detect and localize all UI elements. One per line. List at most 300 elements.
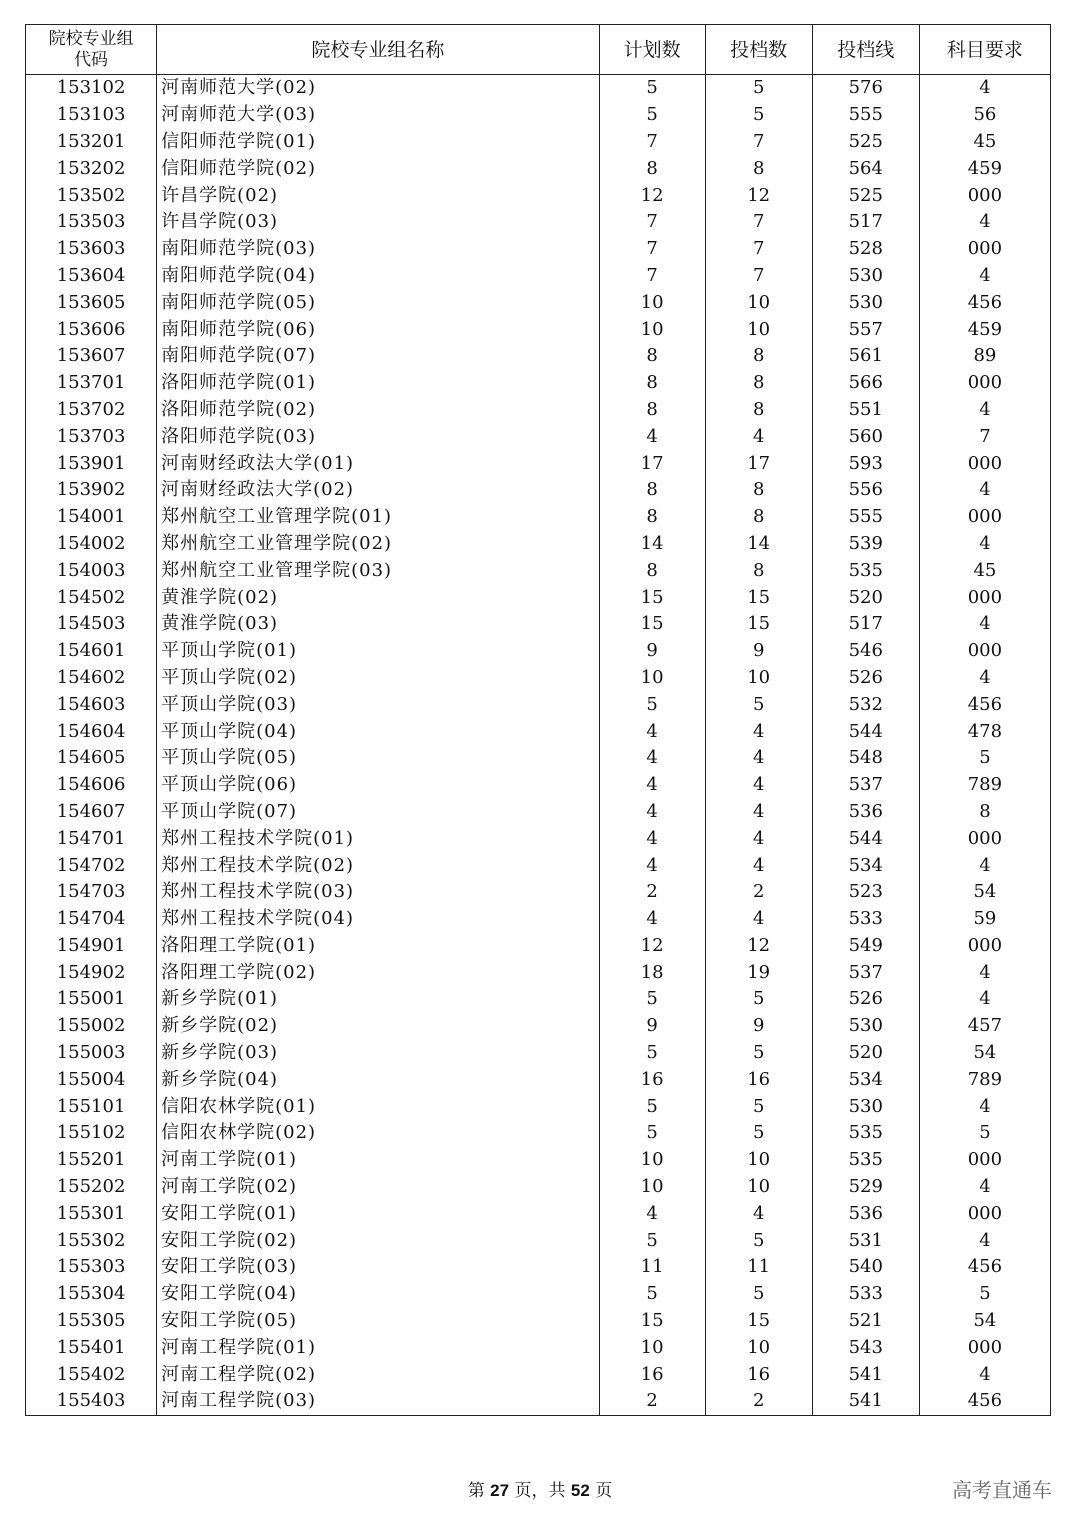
cell-subjects: 4 (919, 477, 1050, 504)
cell-line: 535 (812, 557, 919, 584)
cell-code: 155403 (26, 1388, 157, 1415)
cell-subjects: 4 (919, 986, 1050, 1013)
cell-line: 566 (812, 370, 919, 397)
cell-name: 许昌学院(03) (157, 209, 599, 236)
cell-subjects: 5 (919, 745, 1050, 772)
cell-code: 155402 (26, 1361, 157, 1388)
cell-subjects: 4 (919, 852, 1050, 879)
cell-subjects: 54 (919, 879, 1050, 906)
cell-plan: 8 (599, 477, 705, 504)
cell-code: 154901 (26, 933, 157, 960)
cell-subjects: 4 (919, 397, 1050, 424)
cell-admitted: 8 (705, 557, 812, 584)
table-row (26, 531, 1051, 558)
table-row (26, 745, 1051, 772)
cell-name: 南阳师范学院(03) (157, 236, 599, 263)
cell-subjects: 457 (919, 1013, 1050, 1040)
cell-line: 543 (812, 1334, 919, 1361)
cell-name: 洛阳师范学院(03) (157, 423, 599, 450)
cell-code: 154502 (26, 584, 157, 611)
table-row (26, 1200, 1051, 1227)
cell-code: 154001 (26, 504, 157, 531)
cell-code: 154703 (26, 879, 157, 906)
page-footer (0, 1476, 1080, 1501)
cell-line: 551 (812, 397, 919, 424)
cell-admitted: 5 (705, 102, 812, 129)
cell-subjects: 478 (919, 718, 1050, 745)
cell-subjects: 456 (919, 1388, 1050, 1415)
cell-plan: 4 (599, 745, 705, 772)
table-row (26, 129, 1051, 156)
cell-plan: 5 (599, 691, 705, 718)
cell-subjects: 8 (919, 799, 1050, 826)
cell-plan: 8 (599, 397, 705, 424)
admission-table (25, 24, 1051, 1416)
cell-line: 526 (812, 986, 919, 1013)
cell-subjects: 459 (919, 155, 1050, 182)
cell-plan: 9 (599, 638, 705, 665)
cell-line: 593 (812, 450, 919, 477)
header-code (26, 25, 157, 75)
cell-name: 安阳工学院(03) (157, 1254, 599, 1281)
cell-admitted: 4 (705, 852, 812, 879)
cell-code: 154702 (26, 852, 157, 879)
cell-name: 平顶山学院(03) (157, 691, 599, 718)
cell-plan: 5 (599, 986, 705, 1013)
cell-line: 546 (812, 638, 919, 665)
cell-name: 新乡学院(01) (157, 986, 599, 1013)
table-row (26, 1227, 1051, 1254)
cell-subjects: 4 (919, 531, 1050, 558)
cell-code: 154607 (26, 799, 157, 826)
cell-admitted: 5 (705, 1227, 812, 1254)
cell-name: 信阳师范学院(02) (157, 155, 599, 182)
cell-subjects: 000 (919, 584, 1050, 611)
cell-subjects: 4 (919, 209, 1050, 236)
table-row (26, 906, 1051, 933)
cell-name: 河南工程学院(03) (157, 1388, 599, 1415)
cell-code: 155304 (26, 1281, 157, 1308)
cell-admitted: 4 (705, 1200, 812, 1227)
cell-plan: 14 (599, 531, 705, 558)
cell-code: 155004 (26, 1066, 157, 1093)
cell-line: 540 (812, 1254, 919, 1281)
cell-plan: 12 (599, 182, 705, 209)
cell-code: 154601 (26, 638, 157, 665)
cell-plan: 16 (599, 1066, 705, 1093)
cell-name: 安阳工学院(01) (157, 1200, 599, 1227)
header-line: 投档线 (812, 25, 919, 75)
cell-code: 154605 (26, 745, 157, 772)
cell-name: 平顶山学院(07) (157, 799, 599, 826)
cell-admitted: 10 (705, 1174, 812, 1201)
cell-admitted: 9 (705, 638, 812, 665)
cell-name: 信阳农林学院(01) (157, 1093, 599, 1120)
cell-line: 517 (812, 209, 919, 236)
cell-subjects: 456 (919, 691, 1050, 718)
cell-code: 153202 (26, 155, 157, 182)
cell-code: 153102 (26, 75, 157, 102)
cell-plan: 16 (599, 1361, 705, 1388)
cell-line: 521 (812, 1308, 919, 1335)
cell-plan: 8 (599, 504, 705, 531)
cell-line: 557 (812, 316, 919, 343)
cell-line: 528 (812, 236, 919, 263)
cell-plan: 7 (599, 263, 705, 290)
cell-name: 郑州工程技术学院(01) (157, 825, 599, 852)
cell-subjects: 4 (919, 263, 1050, 290)
table-row (26, 1308, 1051, 1335)
cell-subjects: 4 (919, 1093, 1050, 1120)
cell-line: 536 (812, 1200, 919, 1227)
table-row (26, 504, 1051, 531)
cell-admitted: 10 (705, 1334, 812, 1361)
cell-subjects: 000 (919, 1200, 1050, 1227)
cell-name: 南阳师范学院(07) (157, 343, 599, 370)
table-row (26, 102, 1051, 129)
cell-code: 155002 (26, 1013, 157, 1040)
cell-code: 154003 (26, 557, 157, 584)
cell-code: 153603 (26, 236, 157, 263)
cell-name: 河南师范大学(02) (157, 75, 599, 102)
cell-plan: 5 (599, 75, 705, 102)
cell-admitted: 4 (705, 423, 812, 450)
cell-plan: 4 (599, 799, 705, 826)
header-plan: 计划数 (599, 25, 705, 75)
cell-code: 153201 (26, 129, 157, 156)
cell-name: 平顶山学院(01) (157, 638, 599, 665)
footer-suffix: 页 (595, 1481, 613, 1501)
cell-plan: 7 (599, 209, 705, 236)
cell-admitted: 4 (705, 799, 812, 826)
cell-line: 525 (812, 182, 919, 209)
cell-code: 153901 (26, 450, 157, 477)
cell-name: 河南师范大学(03) (157, 102, 599, 129)
cell-subjects: 000 (919, 1334, 1050, 1361)
cell-plan: 4 (599, 772, 705, 799)
cell-admitted: 4 (705, 906, 812, 933)
cell-code: 154602 (26, 665, 157, 692)
cell-admitted: 11 (705, 1254, 812, 1281)
cell-code: 155001 (26, 986, 157, 1013)
table-row (26, 1040, 1051, 1067)
cell-line: 544 (812, 825, 919, 852)
cell-admitted: 15 (705, 584, 812, 611)
table-row (26, 584, 1051, 611)
cell-name: 许昌学院(02) (157, 182, 599, 209)
cell-admitted: 14 (705, 531, 812, 558)
cell-name: 河南工程学院(01) (157, 1334, 599, 1361)
table-row (26, 1334, 1051, 1361)
cell-admitted: 5 (705, 986, 812, 1013)
table-row (26, 557, 1051, 584)
cell-name: 郑州航空工业管理学院(02) (157, 531, 599, 558)
table-row (26, 155, 1051, 182)
table-row (26, 1388, 1051, 1415)
cell-plan: 9 (599, 1013, 705, 1040)
cell-code: 155302 (26, 1227, 157, 1254)
cell-subjects: 4 (919, 611, 1050, 638)
cell-admitted: 5 (705, 691, 812, 718)
cell-name: 郑州工程技术学院(04) (157, 906, 599, 933)
footer-middle: 页，共 (514, 1481, 566, 1501)
cell-code: 154604 (26, 718, 157, 745)
cell-code: 153502 (26, 182, 157, 209)
table-row (26, 665, 1051, 692)
table-row (26, 1013, 1051, 1040)
cell-plan: 4 (599, 1200, 705, 1227)
cell-plan: 12 (599, 933, 705, 960)
cell-code: 155303 (26, 1254, 157, 1281)
cell-name: 安阳工学院(04) (157, 1281, 599, 1308)
cell-subjects: 000 (919, 370, 1050, 397)
cell-name: 郑州航空工业管理学院(01) (157, 504, 599, 531)
table-row (26, 343, 1051, 370)
cell-subjects: 000 (919, 182, 1050, 209)
cell-admitted: 2 (705, 1388, 812, 1415)
cell-admitted: 10 (705, 1147, 812, 1174)
cell-name: 黄淮学院(03) (157, 611, 599, 638)
cell-name: 南阳师范学院(06) (157, 316, 599, 343)
footer-page-number: 27 (490, 1481, 510, 1500)
cell-plan: 4 (599, 852, 705, 879)
cell-line: 535 (812, 1147, 919, 1174)
watermark: 高考直通车 (952, 1478, 1052, 1502)
table-row (26, 316, 1051, 343)
cell-line: 555 (812, 102, 919, 129)
cell-subjects: 789 (919, 1066, 1050, 1093)
cell-plan: 2 (599, 1388, 705, 1415)
cell-plan: 8 (599, 557, 705, 584)
cell-subjects: 5 (919, 1120, 1050, 1147)
table-row (26, 209, 1051, 236)
cell-admitted: 5 (705, 1040, 812, 1067)
cell-line: 537 (812, 959, 919, 986)
cell-code: 153702 (26, 397, 157, 424)
cell-code: 154002 (26, 531, 157, 558)
cell-subjects: 4 (919, 665, 1050, 692)
header-name: 院校专业组名称 (157, 25, 599, 75)
cell-name: 洛阳理工学院(02) (157, 959, 599, 986)
cell-name: 郑州航空工业管理学院(03) (157, 557, 599, 584)
cell-admitted: 7 (705, 209, 812, 236)
cell-admitted: 15 (705, 611, 812, 638)
cell-name: 洛阳理工学院(01) (157, 933, 599, 960)
table-row (26, 477, 1051, 504)
cell-subjects: 45 (919, 129, 1050, 156)
cell-code: 154701 (26, 825, 157, 852)
cell-code: 153103 (26, 102, 157, 129)
cell-plan: 4 (599, 906, 705, 933)
cell-name: 信阳农林学院(02) (157, 1120, 599, 1147)
table-row (26, 825, 1051, 852)
cell-plan: 10 (599, 289, 705, 316)
cell-line: 541 (812, 1388, 919, 1415)
cell-admitted: 15 (705, 1308, 812, 1335)
cell-line: 533 (812, 906, 919, 933)
cell-admitted: 12 (705, 933, 812, 960)
cell-admitted: 5 (705, 1281, 812, 1308)
cell-plan: 7 (599, 129, 705, 156)
cell-line: 560 (812, 423, 919, 450)
cell-line: 544 (812, 718, 919, 745)
cell-line: 533 (812, 1281, 919, 1308)
cell-plan: 18 (599, 959, 705, 986)
cell-plan: 4 (599, 423, 705, 450)
cell-name: 信阳师范学院(01) (157, 129, 599, 156)
cell-subjects: 54 (919, 1308, 1050, 1335)
cell-code: 154606 (26, 772, 157, 799)
cell-code: 154902 (26, 959, 157, 986)
table-row (26, 450, 1051, 477)
table-row (26, 423, 1051, 450)
cell-line: 536 (812, 799, 919, 826)
cell-line: 530 (812, 289, 919, 316)
cell-admitted: 4 (705, 718, 812, 745)
cell-subjects: 789 (919, 772, 1050, 799)
cell-code: 154503 (26, 611, 157, 638)
header-row (26, 25, 1051, 75)
cell-subjects: 000 (919, 825, 1050, 852)
cell-name: 平顶山学院(04) (157, 718, 599, 745)
cell-admitted: 2 (705, 879, 812, 906)
cell-subjects: 000 (919, 236, 1050, 263)
cell-name: 河南工程学院(02) (157, 1361, 599, 1388)
cell-plan: 15 (599, 611, 705, 638)
cell-name: 河南工学院(01) (157, 1147, 599, 1174)
cell-name: 平顶山学院(02) (157, 665, 599, 692)
cell-code: 155301 (26, 1200, 157, 1227)
cell-plan: 2 (599, 879, 705, 906)
table-row (26, 933, 1051, 960)
cell-name: 新乡学院(02) (157, 1013, 599, 1040)
cell-line: 530 (812, 263, 919, 290)
cell-admitted: 10 (705, 289, 812, 316)
table-row (26, 1254, 1051, 1281)
cell-admitted: 7 (705, 236, 812, 263)
header-admitted: 投档数 (705, 25, 812, 75)
cell-plan: 5 (599, 1227, 705, 1254)
footer-total-pages: 52 (570, 1481, 590, 1500)
table-row (26, 182, 1051, 209)
cell-subjects: 000 (919, 504, 1050, 531)
cell-plan: 7 (599, 236, 705, 263)
table-row (26, 1147, 1051, 1174)
cell-admitted: 10 (705, 316, 812, 343)
table-row (26, 879, 1051, 906)
cell-name: 安阳工学院(05) (157, 1308, 599, 1335)
cell-admitted: 17 (705, 450, 812, 477)
cell-subjects: 7 (919, 423, 1050, 450)
cell-plan: 10 (599, 316, 705, 343)
cell-line: 530 (812, 1093, 919, 1120)
cell-code: 155401 (26, 1334, 157, 1361)
cell-code: 155102 (26, 1120, 157, 1147)
cell-name: 南阳师范学院(05) (157, 289, 599, 316)
cell-line: 517 (812, 611, 919, 638)
cell-admitted: 16 (705, 1361, 812, 1388)
cell-subjects: 4 (919, 1227, 1050, 1254)
table-row (26, 236, 1051, 263)
cell-admitted: 8 (705, 155, 812, 182)
cell-line: 535 (812, 1120, 919, 1147)
cell-code: 155202 (26, 1174, 157, 1201)
cell-admitted: 8 (705, 397, 812, 424)
cell-code: 153606 (26, 316, 157, 343)
cell-line: 555 (812, 504, 919, 531)
cell-code: 153902 (26, 477, 157, 504)
table-row (26, 1066, 1051, 1093)
cell-code: 154704 (26, 906, 157, 933)
cell-subjects: 459 (919, 316, 1050, 343)
cell-plan: 10 (599, 665, 705, 692)
cell-subjects: 54 (919, 1040, 1050, 1067)
cell-code: 155003 (26, 1040, 157, 1067)
cell-admitted: 12 (705, 182, 812, 209)
cell-name: 南阳师范学院(04) (157, 263, 599, 290)
cell-subjects: 89 (919, 343, 1050, 370)
cell-subjects: 4 (919, 959, 1050, 986)
cell-admitted: 8 (705, 343, 812, 370)
cell-code: 153607 (26, 343, 157, 370)
table-row (26, 772, 1051, 799)
cell-name: 河南财经政法大学(01) (157, 450, 599, 477)
table-row (26, 638, 1051, 665)
cell-name: 黄淮学院(02) (157, 584, 599, 611)
cell-plan: 4 (599, 825, 705, 852)
cell-line: 520 (812, 1040, 919, 1067)
table-row (26, 1093, 1051, 1120)
table-row (26, 691, 1051, 718)
cell-line: 531 (812, 1227, 919, 1254)
table-row (26, 289, 1051, 316)
cell-code: 153503 (26, 209, 157, 236)
cell-subjects: 56 (919, 102, 1050, 129)
cell-subjects: 000 (919, 1147, 1050, 1174)
cell-name: 洛阳师范学院(01) (157, 370, 599, 397)
cell-name: 新乡学院(04) (157, 1066, 599, 1093)
cell-subjects: 4 (919, 1174, 1050, 1201)
cell-admitted: 19 (705, 959, 812, 986)
table-row (26, 263, 1051, 290)
cell-name: 平顶山学院(06) (157, 772, 599, 799)
cell-plan: 5 (599, 1040, 705, 1067)
table-row (26, 986, 1051, 1013)
cell-plan: 11 (599, 1254, 705, 1281)
cell-admitted: 7 (705, 263, 812, 290)
cell-code: 153701 (26, 370, 157, 397)
cell-name: 安阳工学院(02) (157, 1227, 599, 1254)
cell-line: 529 (812, 1174, 919, 1201)
cell-code: 153604 (26, 263, 157, 290)
cell-code: 155101 (26, 1093, 157, 1120)
cell-line: 520 (812, 584, 919, 611)
cell-line: 534 (812, 1066, 919, 1093)
table-row (26, 611, 1051, 638)
cell-line: 523 (812, 879, 919, 906)
table-row (26, 1174, 1051, 1201)
header-code-line2: 代码 (74, 49, 109, 70)
cell-admitted: 4 (705, 825, 812, 852)
cell-line: 576 (812, 75, 919, 102)
table-row (26, 852, 1051, 879)
cell-line: 530 (812, 1013, 919, 1040)
cell-line: 525 (812, 129, 919, 156)
header-code-line1: 院校专业组 (48, 28, 134, 49)
cell-line: 556 (812, 477, 919, 504)
cell-subjects: 000 (919, 638, 1050, 665)
cell-name: 河南财经政法大学(02) (157, 477, 599, 504)
